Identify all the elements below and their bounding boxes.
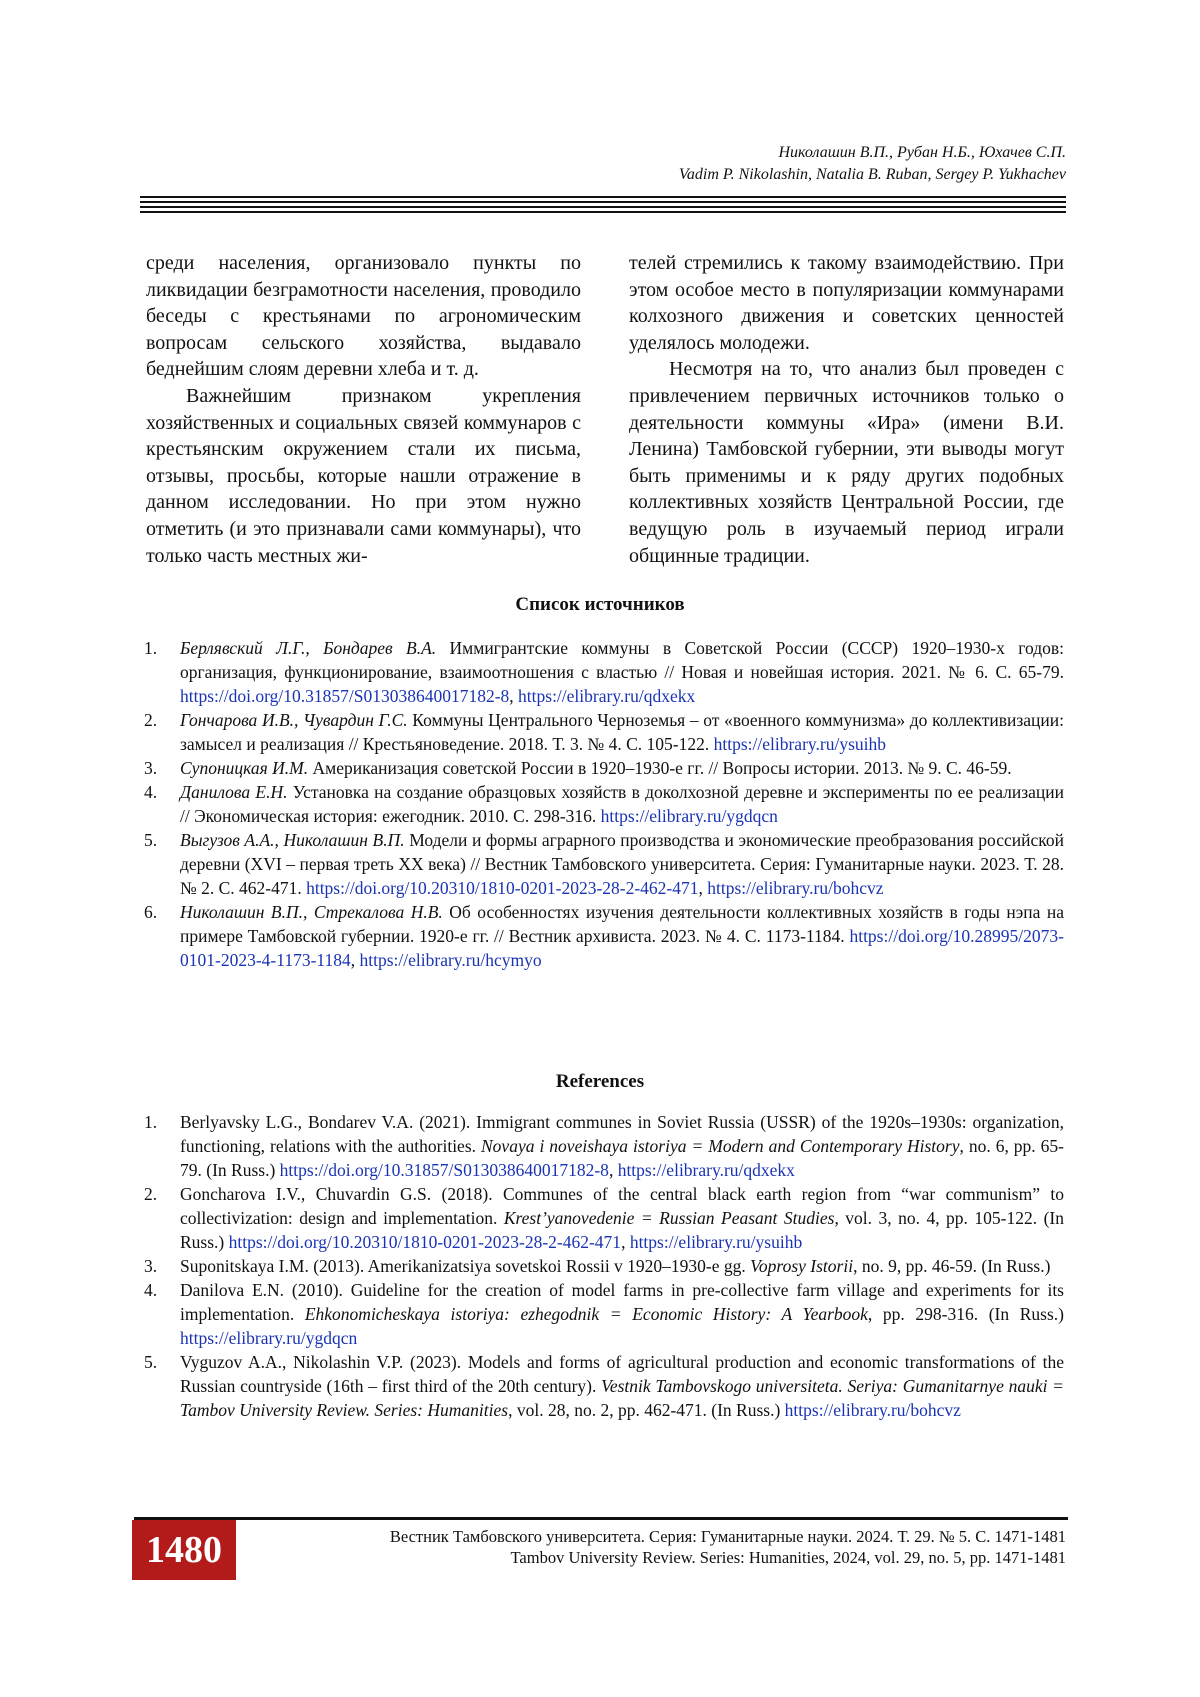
reference-details: , no. 6, pp. 65-79. (In Russ.) [180, 1136, 1064, 1180]
reference-text: Suponitskaya I.M. (2013). Amerikanizatsiya sovetskoi Rossii v 1920–1930-e gg. [180, 1256, 751, 1276]
header-rule [140, 201, 1066, 203]
footer-rule [134, 1517, 1068, 1520]
running-header [679, 142, 1066, 186]
footer-journal-ru: Вестник Тамбовского университета. Серия: Гуманитарные науки. 2024. Т. 29. № 5. С. 1471-1481 [389, 1527, 1066, 1546]
doi-link[interactable]: https://doi.org/10.31857/S013038640017182-8 [279, 1160, 609, 1180]
elibrary-link[interactable]: https://elibrary.ru/bohcvz [784, 1400, 961, 1420]
elibrary-link[interactable]: https://elibrary.ru/ysuihb [629, 1232, 803, 1252]
paragraph: Несмотря на то, что анализ был проведен с привлечением первичных источников только о деятельности коммуны «Ира» (имени В.И. Ленина) Тамбовской губернии, эти выводы могут быть применимы и к ряду других подобных коллективных хозяйств Центральной России, где ведущую роль в изучаемый период играли общинные традиции. [629, 358, 1064, 567]
source-number: 5. [144, 830, 158, 850]
reference-journal: Ehkonomicheskaya istoriya: ezhegodnik = Economic History: A Yearbook [304, 1304, 868, 1324]
source-text: Установка на создание образцовых хозяйств в доколхозной деревне и эксперименты по ее реализации // Экономическая история: ежегодник. 2010. С. 298-316. [180, 782, 1064, 826]
reference-number: 2. [144, 1184, 158, 1204]
footer-journal-en: Tambov University Review. Series: Humanities, 2024, vol. 29, no. 5, pp. 1471-1481 [510, 1548, 1066, 1567]
references-title: References [555, 1071, 645, 1092]
elibrary-link[interactable]: https://elibrary.ru/ysuihb [713, 734, 886, 754]
reference-number: 3. [144, 1256, 158, 1276]
source-authors: Данилова Е.Н. [180, 782, 288, 802]
reference-number: 5. [144, 1352, 158, 1372]
reference-details: , no. 9, pp. 46-59. (In Russ.) [853, 1256, 1051, 1276]
reference-item [144, 1182, 1064, 1254]
source-number: 2. [144, 710, 158, 730]
source-item [144, 900, 1064, 972]
source-authors: Супоницкая И.М. [180, 758, 309, 778]
reference-number: 4. [144, 1280, 158, 1300]
elibrary-link[interactable]: https://elibrary.ru/ygdqcn [180, 1328, 358, 1348]
link-separator: , [350, 950, 360, 970]
link-separator: , [698, 878, 708, 898]
reference-details: , vol. 3, no. 4, pp. 105-122. (In Russ.) [180, 1208, 1064, 1252]
elibrary-link[interactable]: https://elibrary.ru/ygdqcn [600, 806, 778, 826]
doi-link[interactable]: https://doi.org/10.20310/1810-0201-2023-28-2-462-471 [228, 1232, 622, 1252]
source-number: 6. [144, 902, 158, 922]
doi-link[interactable]: https://doi.org/10.31857/S013038640017182-8 [180, 686, 510, 706]
link-separator: , [608, 1160, 618, 1180]
reference-text: Berlyavsky L.G., Bondarev V.A. (2021). Immigrant communes in Soviet Russia (USSR) of the 1920s–1930s: organization, functioning, relations with the authorities. [180, 1112, 1064, 1156]
link-separator: , [509, 686, 519, 706]
left-column [146, 250, 581, 569]
elibrary-link[interactable]: https://elibrary.ru/qdxekx [617, 1160, 795, 1180]
source-item [144, 780, 1064, 828]
source-text: Об особенностях изучения деятельности коллективных хозяйств в годы нэпа на примере Тамбовской губернии. 1920-е гг. // Вестник архивиста. 2023. № 4. С. 1173-1184. [180, 902, 1064, 946]
sources-title: Список источников [515, 594, 685, 615]
source-item [144, 636, 1064, 708]
header-authors-en: Vadim P. Nikolashin, Natalia B. Ruban, Sergey P. Yukhachev [678, 166, 1066, 183]
source-item [144, 708, 1064, 756]
source-authors: Берлявский Л.Г., Бондарев В.А. [180, 638, 437, 658]
sources-list [144, 636, 1064, 972]
source-number: 1. [144, 638, 158, 658]
reference-journal: Novaya i noveishaya istoriya = Modern and Contemporary History [481, 1136, 960, 1156]
elibrary-link[interactable]: https://elibrary.ru/qdxekx [518, 686, 696, 706]
elibrary-link[interactable]: https://elibrary.ru/hcymyo [359, 950, 542, 970]
reference-item [144, 1278, 1064, 1350]
doi-link[interactable]: https://doi.org/10.20310/1810-0201-2023-28-2-462-471 [306, 878, 699, 898]
source-number: 3. [144, 758, 158, 778]
running-footer [390, 1526, 1066, 1568]
paragraph: среди населения, организовало пункты по ликвидации безграмотности населения, проводило беседы с крестьянами по агрономическим вопросам сельского хозяйства, выдавало беднейшим слоям деревни хлеба и т. д. [146, 252, 581, 381]
reference-details: , vol. 28, no. 2, pp. 462-471. (In Russ.) [508, 1400, 785, 1420]
reference-details: , pp. 298-316. (In Russ.) [867, 1304, 1064, 1324]
reference-item [144, 1110, 1064, 1182]
reference-item [144, 1254, 1064, 1278]
header-rule [140, 211, 1066, 213]
elibrary-link[interactable]: https://elibrary.ru/bohcvz [707, 878, 884, 898]
paragraph: Важнейшим признаком укрепления хозяйственных и социальных связей коммунаров с крестьянским окружением стали их письма, отзывы, просьбы, которые нашли отражение в данном исследовании. Но при этом нужно отметить (и это признавали сами коммунары), что только часть местных жи- [146, 384, 581, 567]
link-separator: , [621, 1232, 630, 1252]
source-text: Коммуны Центрального Черноземья – от «военного коммунизма» до коллективизации: замысел и реализация // Крестьяноведение. 2018. Т. 3. № 4. С. 105-122. [180, 710, 1064, 754]
source-item [144, 828, 1064, 900]
source-text: Иммигрантские коммуны в Советской России (СССР) 1920–1930-х годов: организация, функционирование, взаимоотношения с властью // Новая и новейшая история. 2021. № 6. С. 65-79. [180, 638, 1064, 682]
reference-journal: Krest’yanovedenie = Russian Peasant Studies [503, 1208, 835, 1228]
source-text: Модели и формы аграрного производства и экономические преобразования российской деревни (XVI – первая треть XX века) // Вестник Тамбовского университета. Серия: Гуманитарные науки. 2023. Т. 28. № 2. С. 462-471. [180, 830, 1065, 898]
right-column [629, 250, 1064, 569]
reference-journal: Vestnik Tambovskogo universiteta. Seriya: Gumanitarnye nauki = Tambov University Review. Series: Humanities [180, 1376, 1064, 1420]
header-rule [140, 206, 1066, 208]
source-item [144, 756, 1064, 780]
source-authors: Николашин В.П., Стрекалова Н.В. [180, 902, 443, 922]
reference-item [144, 1350, 1064, 1422]
header-authors-ru: Николашин В.П., Рубан Н.Б., Юхачев С.П. [778, 144, 1066, 161]
source-number: 4. [144, 782, 158, 802]
header-rule [140, 196, 1066, 198]
source-text: Американизация советской России в 1920–1930-е гг. // Вопросы истории. 2013. № 9. С. 46-59. [308, 758, 1012, 778]
reference-text: Danilova E.N. (2010). Guideline for the creation of model farms in pre-collective farm village and experiments for its implementation. [180, 1280, 1064, 1324]
page-number-badge: 1480 [132, 1520, 236, 1580]
reference-number: 1. [144, 1112, 158, 1132]
references-list [144, 1110, 1064, 1422]
reference-text: Goncharova I.V., Chuvardin G.S. (2018). Communes of the central black earth region from “war communism” to collectivization: design and implementation. [180, 1184, 1064, 1228]
source-authors: Гончарова И.В., Чувардин Г.С. [180, 710, 408, 730]
reference-text: Vyguzov A.A., Nikolashin V.P. (2023). Models and forms of agricultural production and economic transformations of the Russian countryside (16th – first third of the 20th century). [180, 1352, 1064, 1396]
source-authors: Выгузов А.А., Николашин В.П. [180, 830, 405, 850]
body-columns [146, 250, 1064, 569]
doi-link[interactable]: https://doi.org/10.28995/2073-0101-2023-4-1173-1184 [180, 926, 1064, 970]
reference-journal: Voprosy Istorii [750, 1256, 854, 1276]
paragraph: телей стремились к такому взаимодействию. При этом особое место в популяризации коммунарами колхозного движения и советских ценностей уделялось молодежи. [629, 252, 1064, 354]
